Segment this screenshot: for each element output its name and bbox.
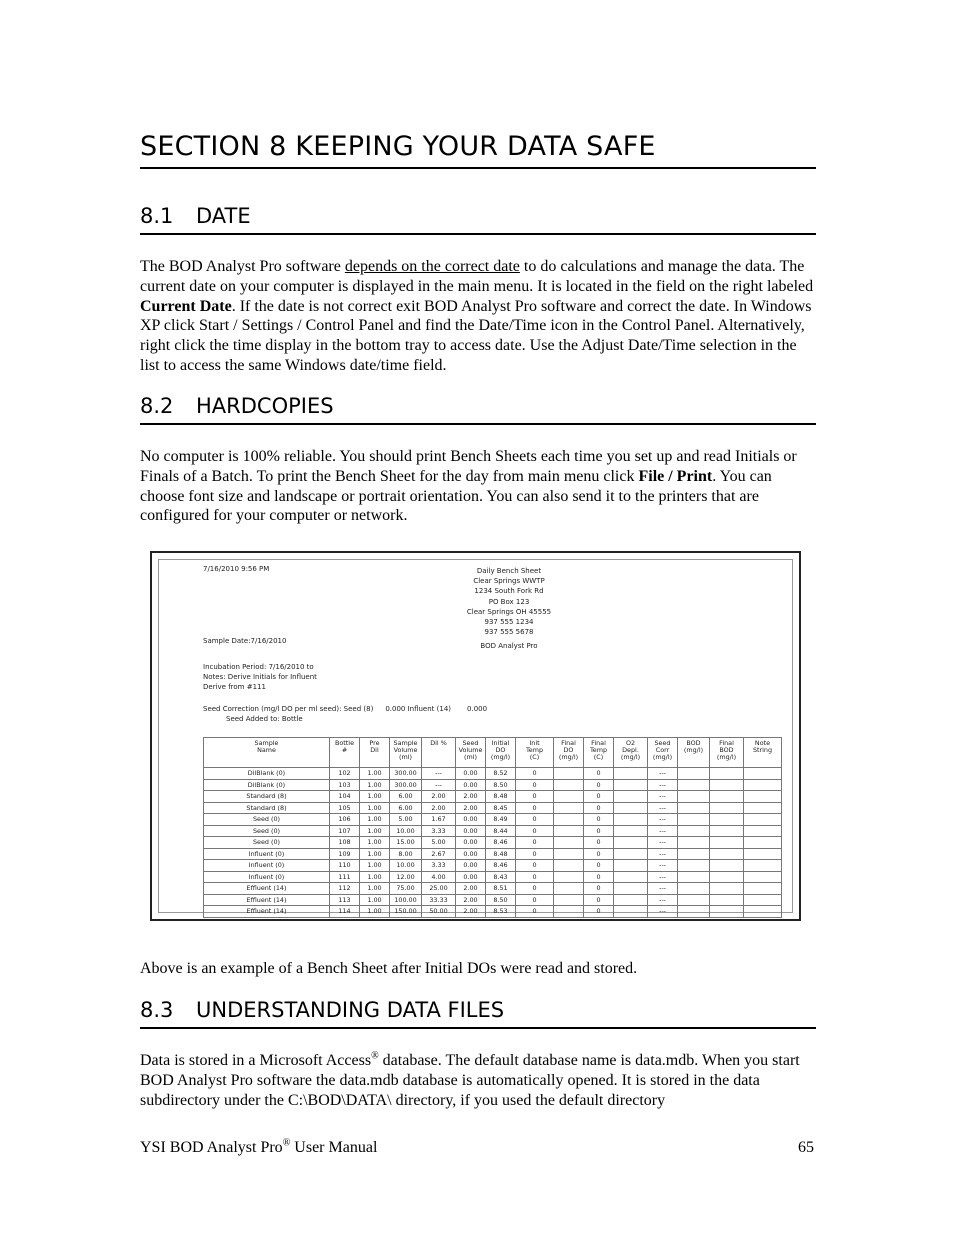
- bench-table-cell: [744, 848, 782, 860]
- bench-table-cell: 0: [584, 883, 614, 895]
- bench-table-cell: 2.00: [422, 802, 456, 814]
- bench-table-cell: [554, 894, 584, 906]
- bench-table-cell: 1.00: [360, 906, 390, 918]
- bench-table-cell: 0: [516, 791, 554, 803]
- bench-table-cell: 1.00: [360, 791, 390, 803]
- bench-column-header: Final BOD (mg/l): [710, 738, 744, 768]
- bench-table-cell: [710, 883, 744, 895]
- bench-table-row: [204, 860, 782, 872]
- bench-table-cell: [554, 791, 584, 803]
- bench-table-cell: 2.67: [422, 848, 456, 860]
- bench-table-cell: ---: [422, 779, 456, 791]
- bench-table-cell: [710, 894, 744, 906]
- bench-table-row: [204, 894, 782, 906]
- bench-header-line: Daily Bench Sheet: [476, 567, 542, 575]
- date-paragraph: The BOD Analyst Pro software depends on the correct date to do calculations and manage the data. The current date on your computer is displayed in the main menu. It is located in the field on the right labeled Current Date. If the date is not correct exit BOD Analyst Pro software and correct the date. In Windows XP click Start / Settings / Control Panel and find the Date/Time icon in the Control Panel. Alternatively, right click the time display in the bottom tray to access date. Use the Adjust Date/Time selection in the list to access the same Windows date/time field.: [140, 258, 814, 374]
- hardcopies-paragraph: No computer is 100% reliable. You should print Bench Sheets each time you set up and read Initials or Finals of a Batch. To print the Bench Sheet for the day from main menu click File / Print. You can choose font size and landscape or portrait orientation. You can also send it to the printers that are configured for your computer or network.: [140, 448, 797, 525]
- bench-table-cell: [710, 871, 744, 883]
- bench-table-cell: [678, 894, 710, 906]
- page-number: 65: [798, 1139, 814, 1156]
- bench-table-cell: [744, 837, 782, 849]
- bench-table-cell: ---: [648, 906, 678, 918]
- bench-table-cell: [710, 906, 744, 918]
- bench-table-cell: ---: [648, 825, 678, 837]
- bench-table-cell: [614, 768, 648, 780]
- bench-table-cell: DilBlank (0): [204, 768, 330, 780]
- bench-table-row: [204, 802, 782, 814]
- bench-table-cell: [614, 791, 648, 803]
- bench-table-cell: 0: [584, 825, 614, 837]
- bench-table-cell: ---: [648, 768, 678, 780]
- file-print-label: File / Print: [638, 467, 713, 485]
- bench-table-row: [204, 837, 782, 849]
- bench-table-cell: [614, 883, 648, 895]
- bench-table-cell: 150.00: [390, 906, 422, 918]
- bench-table-cell: [614, 894, 648, 906]
- bench-table-cell: 25.00: [422, 883, 456, 895]
- bench-table-cell: 1.00: [360, 848, 390, 860]
- bench-table-cell: 10.00: [390, 825, 422, 837]
- bench-table-cell: 0: [584, 791, 614, 803]
- bench-table-cell: 111: [330, 871, 360, 883]
- bench-table-cell: 104: [330, 791, 360, 803]
- subsection-number: 8.1: [140, 204, 174, 228]
- bench-sheet-caption: Above is an example of a Bench Sheet after Initial DOs were read and stored.: [140, 960, 638, 977]
- bench-table-cell: ---: [648, 883, 678, 895]
- subsection-title: UNDERSTANDING DATA FILES: [196, 998, 505, 1022]
- bench-table-cell: Standard (8): [204, 791, 330, 803]
- bench-table-cell: 8.53: [486, 906, 516, 918]
- bench-notes: Notes: Derive Initials for Influent: [203, 673, 317, 681]
- bench-table-cell: ---: [648, 894, 678, 906]
- bench-table-cell: [710, 825, 744, 837]
- bench-table-cell: 5.00: [422, 837, 456, 849]
- bench-table-cell: ---: [648, 871, 678, 883]
- bench-table-cell: Effluent (14): [204, 883, 330, 895]
- bench-table-cell: Influent (0): [204, 860, 330, 872]
- bench-table-cell: [710, 837, 744, 849]
- bench-table-cell: 0: [584, 848, 614, 860]
- bench-table-cell: [744, 883, 782, 895]
- subsection-title: DATE: [196, 204, 251, 228]
- bench-table-cell: 0: [516, 883, 554, 895]
- subsection-8-3-heading: [140, 998, 816, 1029]
- bench-table-cell: [744, 906, 782, 918]
- bench-header-line: 937 555 5678: [484, 628, 534, 637]
- bench-table-cell: 0: [516, 802, 554, 814]
- bench-table-cell: ---: [648, 814, 678, 826]
- bench-table-cell: 1.00: [360, 894, 390, 906]
- bench-table-cell: 105: [330, 802, 360, 814]
- bench-table-cell: 0: [584, 768, 614, 780]
- bench-table-cell: 0: [584, 779, 614, 791]
- bench-column-header: Dil %: [422, 738, 456, 768]
- bench-table-cell: [614, 837, 648, 849]
- bench-table-cell: [710, 848, 744, 860]
- bench-table-cell: 0: [516, 871, 554, 883]
- bench-table-cell: 2.00: [456, 791, 486, 803]
- bench-table-row: [204, 825, 782, 837]
- bench-table-row: [204, 883, 782, 895]
- bench-column-header: Seed Volume (ml): [456, 738, 486, 768]
- bench-table-cell: 6.00: [390, 791, 422, 803]
- bench-column-header: Seed Corr (mg/l): [648, 738, 678, 768]
- bench-table-cell: 75.00: [390, 883, 422, 895]
- bench-table-cell: 2.00: [456, 894, 486, 906]
- bench-incubation: Incubation Period: 7/16/2010 to: [203, 663, 314, 671]
- bench-table-cell: 0.00: [456, 860, 486, 872]
- bench-table-cell: [744, 894, 782, 906]
- bench-table-cell: 8.48: [486, 791, 516, 803]
- bench-seed-correction: Seed Correction (mg/l DO per ml seed): Seed (8) 0.000 Influent (14) 0.000: [203, 705, 488, 713]
- bench-table-cell: ---: [648, 779, 678, 791]
- bench-table-cell: 2.00: [456, 906, 486, 918]
- bench-table-cell: Influent (0): [204, 871, 330, 883]
- bench-table-cell: 2.00: [422, 791, 456, 803]
- bench-table-cell: [744, 871, 782, 883]
- bench-table-cell: 110: [330, 860, 360, 872]
- bench-table-cell: [554, 825, 584, 837]
- bench-table-cell: [678, 814, 710, 826]
- bench-table-cell: [744, 825, 782, 837]
- bench-header-line: Clear Springs WWTP: [473, 577, 545, 586]
- bench-table-cell: 12.00: [390, 871, 422, 883]
- bench-table-cell: 8.46: [486, 837, 516, 849]
- registered-mark: ®: [371, 1050, 379, 1062]
- bench-table-cell: 50.00: [422, 906, 456, 918]
- bench-table-cell: [710, 860, 744, 872]
- bench-table-cell: 0: [516, 768, 554, 780]
- bench-table-cell: 0: [516, 906, 554, 918]
- bench-table-cell: [710, 814, 744, 826]
- bench-table-cell: 0: [584, 894, 614, 906]
- bench-software: BOD Analyst Pro: [480, 642, 538, 651]
- bench-table-cell: [678, 871, 710, 883]
- bench-column-header: O2 Depl. (mg/l): [614, 738, 648, 768]
- bench-table-cell: 106: [330, 814, 360, 826]
- bench-table-cell: ---: [648, 860, 678, 872]
- bench-table-cell: 0: [584, 814, 614, 826]
- bench-table-cell: 3.33: [422, 860, 456, 872]
- bench-table-cell: 114: [330, 906, 360, 918]
- bench-table-cell: 1.00: [360, 802, 390, 814]
- subsection-title: HARDCOPIES: [196, 394, 334, 418]
- bench-table-cell: [678, 906, 710, 918]
- bench-table-cell: ---: [422, 768, 456, 780]
- bench-table-cell: [614, 906, 648, 918]
- bench-table-cell: 0.00: [456, 848, 486, 860]
- bench-column-header: Initial DO (mg/l): [486, 738, 516, 768]
- bench-table-cell: 8.50: [486, 779, 516, 791]
- bench-table-cell: 0: [516, 848, 554, 860]
- bench-table-row: [204, 768, 782, 780]
- current-date-label: Current Date: [140, 297, 232, 315]
- bench-table-cell: 0.00: [456, 871, 486, 883]
- bench-table-cell: 5.00: [390, 814, 422, 826]
- bench-table-cell: [614, 779, 648, 791]
- bench-table-cell: 1.00: [360, 825, 390, 837]
- bench-table-cell: 6.00: [390, 802, 422, 814]
- bench-table-cell: [614, 825, 648, 837]
- bench-table-row: [204, 871, 782, 883]
- bench-column-header: Pre Dil: [360, 738, 390, 768]
- bench-table-cell: 0: [584, 837, 614, 849]
- bench-table-cell: 0: [516, 837, 554, 849]
- bench-column-header: Note String: [744, 738, 782, 768]
- bench-column-header: BOD (mg/l): [678, 738, 710, 768]
- bench-table-cell: 3.33: [422, 825, 456, 837]
- bench-table-cell: 107: [330, 825, 360, 837]
- bench-table-cell: [710, 779, 744, 791]
- bench-header-line: 937 555 1234: [484, 618, 534, 627]
- bench-header-line: PO Box 123: [488, 597, 530, 606]
- bench-table-header: [204, 738, 782, 768]
- bench-table-cell: [554, 802, 584, 814]
- correct-date-link: depends on the correct date: [344, 258, 520, 275]
- bench-table-cell: 0: [584, 802, 614, 814]
- bench-table-cell: 1.00: [360, 860, 390, 872]
- bench-table-cell: 0: [516, 860, 554, 872]
- bench-table-cell: 8.51: [486, 883, 516, 895]
- bench-header-line: Clear Springs OH 45555: [466, 607, 552, 616]
- bench-table-cell: 0: [516, 894, 554, 906]
- bench-column-header: Bottle #: [330, 738, 360, 768]
- bench-table-cell: [710, 768, 744, 780]
- bench-table-cell: 15.00: [390, 837, 422, 849]
- bench-table-cell: Effluent (14): [204, 894, 330, 906]
- bench-column-header: Sample Volume (ml): [390, 738, 422, 768]
- bench-table-cell: 4.00: [422, 871, 456, 883]
- bench-table-cell: 8.49: [486, 814, 516, 826]
- bench-table-row: [204, 814, 782, 826]
- page-footer: [140, 1139, 816, 1157]
- bench-table-cell: 113: [330, 894, 360, 906]
- bench-table-cell: [744, 779, 782, 791]
- bench-table-cell: [554, 837, 584, 849]
- bench-table-cell: 1.00: [360, 837, 390, 849]
- bench-table-cell: 1.00: [360, 814, 390, 826]
- bench-table-cell: [554, 768, 584, 780]
- bench-table-cell: 8.44: [486, 825, 516, 837]
- bench-header-line: 1234 South Fork Rd: [474, 587, 544, 596]
- bench-table-cell: [678, 837, 710, 849]
- bench-column-header: Final DO (mg/l): [554, 738, 584, 768]
- bench-table-cell: [678, 768, 710, 780]
- bench-table-cell: [614, 802, 648, 814]
- bench-table-cell: [678, 860, 710, 872]
- bench-table-cell: 0.00: [456, 779, 486, 791]
- bench-table-cell: 0: [584, 871, 614, 883]
- bench-table-row: [204, 791, 782, 803]
- bench-table-cell: [554, 779, 584, 791]
- bench-table-cell: [678, 779, 710, 791]
- bench-table-cell: 8.45: [486, 802, 516, 814]
- bench-table-cell: 0.00: [456, 825, 486, 837]
- bench-table-cell: [710, 791, 744, 803]
- bench-table-cell: [678, 848, 710, 860]
- bench-table-cell: ---: [648, 791, 678, 803]
- bench-table-cell: [554, 871, 584, 883]
- bench-table-cell: [554, 814, 584, 826]
- bench-table-cell: 1.00: [360, 768, 390, 780]
- bench-table-cell: 8.43: [486, 871, 516, 883]
- subsection-number: 8.3: [140, 998, 174, 1022]
- bench-table-cell: 1.00: [360, 883, 390, 895]
- bench-sample-date: Sample Date:7/16/2010: [203, 637, 287, 645]
- bench-table-cell: 0.00: [456, 837, 486, 849]
- bench-sheet: [158, 559, 793, 916]
- bench-table-cell: [678, 883, 710, 895]
- bench-table-cell: [710, 802, 744, 814]
- bench-table-cell: 2.00: [456, 883, 486, 895]
- bench-table-cell: 1.00: [360, 871, 390, 883]
- bench-table-cell: 10.00: [390, 860, 422, 872]
- bench-table-cell: Seed (0): [204, 814, 330, 826]
- bench-table-cell: [744, 860, 782, 872]
- bench-table-cell: 0: [516, 779, 554, 791]
- bench-table: [203, 737, 782, 918]
- bench-table-cell: DilBlank (0): [204, 779, 330, 791]
- subsection-number: 8.2: [140, 394, 174, 418]
- bench-table-cell: 103: [330, 779, 360, 791]
- bench-table-cell: Seed (0): [204, 837, 330, 849]
- bench-header: [449, 566, 569, 652]
- subsection-8-1-heading: [140, 204, 816, 235]
- bench-table-cell: [614, 848, 648, 860]
- bench-table-cell: [744, 802, 782, 814]
- section-title: SECTION 8 KEEPING YOUR DATA SAFE: [140, 131, 816, 169]
- bench-table-cell: 109: [330, 848, 360, 860]
- bench-table-cell: [554, 860, 584, 872]
- bench-column-header: Init Temp (C): [516, 738, 554, 768]
- bench-table-cell: 8.48: [486, 848, 516, 860]
- bench-table-cell: [678, 791, 710, 803]
- bench-table-cell: 108: [330, 837, 360, 849]
- bench-table-cell: [614, 814, 648, 826]
- bench-column-header: Final Temp (C): [584, 738, 614, 768]
- bench-table-cell: [744, 768, 782, 780]
- bench-table-cell: 2.00: [456, 802, 486, 814]
- data-files-paragraph: Data is stored in a Microsoft Access® database. The default database name is data.mdb. When you start BOD Analyst Pro software the data.mdb database is automatically opened. It is stored in the data subdirectory under the C:\BOD\DATA\ directory, if you used the default directory: [140, 1050, 800, 1109]
- bench-table-cell: 8.52: [486, 768, 516, 780]
- bench-sheet-image: [150, 551, 801, 921]
- bench-table-cell: [554, 883, 584, 895]
- bench-table-cell: 0.00: [456, 814, 486, 826]
- bench-table-cell: ---: [648, 837, 678, 849]
- bench-table-row: [204, 848, 782, 860]
- bench-derive: Derive from #111: [203, 683, 266, 691]
- bench-table-cell: 0: [516, 825, 554, 837]
- bench-table-cell: 112: [330, 883, 360, 895]
- bench-table-cell: 8.50: [486, 894, 516, 906]
- bench-table-cell: 1.00: [360, 779, 390, 791]
- bench-table-cell: [554, 848, 584, 860]
- bench-table-cell: 8.46: [486, 860, 516, 872]
- bench-table-cell: [614, 860, 648, 872]
- footer-manual-title: YSI BOD Analyst Pro® User Manual: [140, 1137, 378, 1156]
- bench-table-cell: 0.00: [456, 768, 486, 780]
- bench-table-cell: 0: [584, 906, 614, 918]
- bench-table-cell: 102: [330, 768, 360, 780]
- bench-table-cell: [744, 791, 782, 803]
- bench-table-row: [204, 906, 782, 918]
- bench-column-header: Sample Name: [204, 738, 330, 768]
- bench-table-cell: 0: [516, 814, 554, 826]
- bench-table-cell: [744, 814, 782, 826]
- bench-table-cell: 8.00: [390, 848, 422, 860]
- bench-table-cell: 0: [584, 860, 614, 872]
- bench-table-cell: ---: [648, 802, 678, 814]
- bench-table-cell: Effluent (14): [204, 906, 330, 918]
- bench-table-cell: 33.33: [422, 894, 456, 906]
- bench-table-cell: 1.67: [422, 814, 456, 826]
- subsection-8-2-heading: [140, 394, 816, 425]
- bench-table-cell: [554, 906, 584, 918]
- bench-table-cell: Seed (0): [204, 825, 330, 837]
- bench-table-row: [204, 779, 782, 791]
- bench-table-cell: Standard (8): [204, 802, 330, 814]
- bench-table-cell: [678, 825, 710, 837]
- bench-table-cell: 100.00: [390, 894, 422, 906]
- bench-table-cell: [614, 871, 648, 883]
- bench-seed-added: Seed Added to: Bottle: [226, 715, 303, 723]
- bench-table-cell: ---: [648, 848, 678, 860]
- bench-datetime: 7/16/2010 9:56 PM: [203, 565, 270, 573]
- bench-table-cell: [678, 802, 710, 814]
- bench-table-cell: Influent (0): [204, 848, 330, 860]
- bench-table-cell: 300.00: [390, 768, 422, 780]
- bench-table-cell: 300.00: [390, 779, 422, 791]
